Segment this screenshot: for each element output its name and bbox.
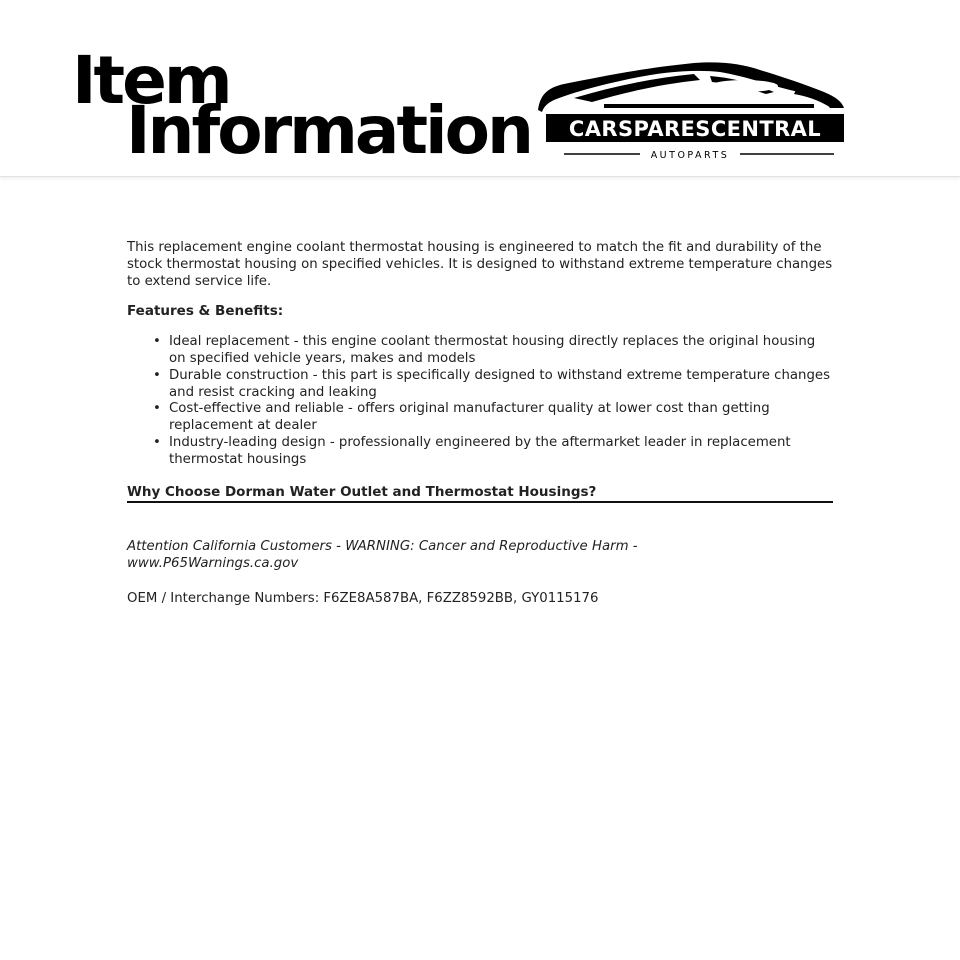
prop65-warning: Attention California Customers - WARNING: Cancer and Reproductive Harm - www.P65Warnings.ca.gov xyxy=(127,539,638,572)
page-title-line-2: Information xyxy=(126,92,531,169)
page-header xyxy=(0,0,960,177)
logo-brand-text: CARSPARESCENTRAL xyxy=(568,117,822,141)
intro-paragraph: This replacement engine coolant thermostat housing is engineered to match the fit and durability of the stock thermostat housing on specified vehicles. It is designed to withstand extreme temperature changes to extend service life. xyxy=(127,240,833,289)
list-item: • Ideal replacement - this engine coolant thermostat housing directly replaces the original housing on specified vehicle years, makes and models xyxy=(169,334,833,368)
item-description xyxy=(127,240,833,608)
oem-interchange-numbers: OEM / Interchange Numbers: F6ZE8A587BA, F6ZZ8592BB, GY0115176 xyxy=(127,590,599,606)
carsparescentral-logo xyxy=(534,60,848,164)
features-heading: Features & Benefits: xyxy=(127,303,284,320)
list-item: • Durable construction - this part is specifically designed to withstand extreme temperature changes and resist cracking and leaking xyxy=(169,368,833,402)
feature-list xyxy=(127,334,833,468)
sports-car-silhouette-icon xyxy=(538,62,844,112)
why-choose-heading: Why Choose Dorman Water Outlet and Thermostat Housings? xyxy=(127,484,833,504)
list-item: • Industry-leading design - professionally engineered by the aftermarket leader in replacement thermostat housings xyxy=(169,435,833,469)
page-title-line-1: Item xyxy=(72,42,230,119)
logo-tagline-text: AUTOPARTS xyxy=(650,150,730,161)
list-item: • Cost-effective and reliable - offers original manufacturer quality at lower cost than getting replacement at dealer xyxy=(169,401,833,435)
